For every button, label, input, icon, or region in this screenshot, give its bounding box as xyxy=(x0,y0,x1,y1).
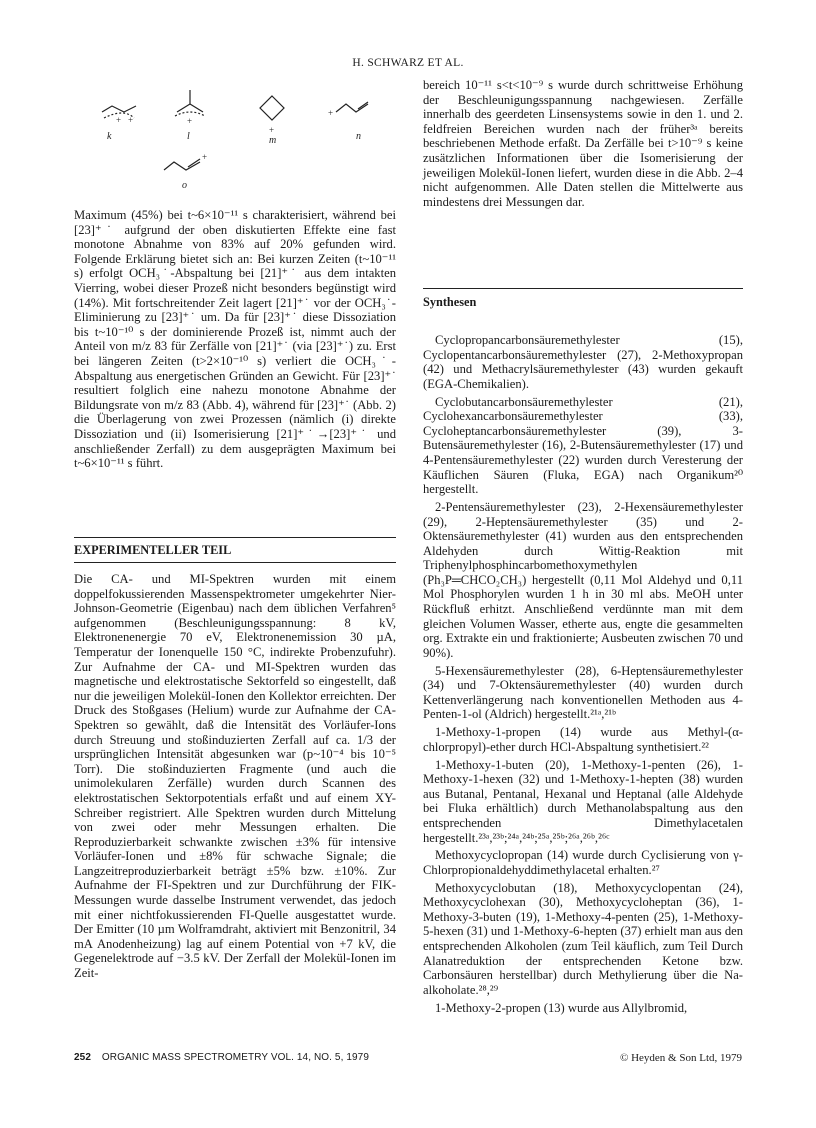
synthesis-paragraph: 1-Methoxy-1-propen (14) wurde aus Methyl-(α-chlorpropyl)-ether durch HCl-Abspaltung synthetisiert.²² xyxy=(423,725,743,754)
label-n: n xyxy=(356,131,361,142)
charge-m: + xyxy=(269,125,275,135)
structure-drawings xyxy=(74,82,396,197)
section-heading-synthesen: Synthesen xyxy=(423,295,477,309)
heading-rule xyxy=(74,537,396,558)
section-heading-experimental: EXPERIMENTELLER TEIL xyxy=(74,543,232,557)
synthesen-paragraphs xyxy=(423,333,743,1018)
synthesen-section xyxy=(423,288,743,313)
copyright-notice: © Heyden & Son Ltd, 1979 xyxy=(619,1052,742,1064)
left-column-methods xyxy=(74,572,396,984)
structure-figure xyxy=(74,82,396,197)
structure-m-ring xyxy=(260,96,284,120)
charge-o: + xyxy=(202,152,208,162)
page-number: 252 xyxy=(74,1052,91,1063)
charge-k-2: + xyxy=(128,115,134,125)
charge-n: + xyxy=(328,108,334,118)
experimental-section xyxy=(74,537,396,563)
structure-l-bond-right xyxy=(190,104,203,112)
left-column xyxy=(74,208,396,474)
label-k: k xyxy=(107,131,112,142)
charge-k-1: + xyxy=(116,115,122,125)
synthesis-paragraph: Methoxycyclopropan (14) wurde durch Cyclisierung von γ-Chlorpropionaldehyddimethylacetal erhalten.²⁷ xyxy=(423,848,743,877)
running-header: H. SCHWARZ ET AL. xyxy=(352,57,464,69)
synthesis-paragraph: 1-Methoxy-1-buten (20), 1-Methoxy-1-penten (26), 1-Methoxy-1-hexen (32) und 1-Methoxy-1-hepten (38) wurden aus Butanal, Pentanal, Hexanal und Heptanal (alle Aldehyde bei Fluka erhältlich) durch Methanolabspaltung aus den entsprechenden Dimethylacetalen hergestellt.²³ᵃ,²³ᵇ;²⁴ᵃ,²⁴ᵇ;²⁵ᵃ,²⁵ᵇ;²⁶ᵃ,²⁶ᵇ,²⁶ᶜ xyxy=(423,757,743,845)
label-l: l xyxy=(187,131,190,142)
synthesis-paragraph: Methoxycyclobutan (18), Methoxycyclopentan (24), Methoxycyclohexan (30), Methoxycycloheptan (36), 1-Methoxy-3-buten (19), 1-Methoxy-4-penten (25), 1-Methoxy-5-hexen (31) und 1-Methoxy-6-hepten (37) erhielt man aus den entsprechenden Alkoholen (zum Teil käuflich, zum Teil Durch Alanatreduktion der entsprechenden Ketone bzw. Carbonsäuren herstellbar) durch Methylierung über die Na-alkoholate.²⁸,²⁹ xyxy=(423,880,743,997)
journal-name: ORGANIC MASS SPECTROMETRY VOL. 14, NO. 5, 1979 xyxy=(101,1052,369,1063)
label-o: o xyxy=(182,180,187,191)
charge-l: + xyxy=(187,116,193,126)
right-column xyxy=(423,78,743,213)
footer-journal-line xyxy=(74,1052,369,1063)
heading-underline xyxy=(74,562,396,563)
synthesis-paragraph: 5-Hexensäuremethylester (28), 6-Heptensäuremethylester (34) und 7-Oktensäuremethylester (40) wurden durch Kettenverlängerung nach konventionellen Methoden aus 4-Penten-1-ol (Aldrich) hergestellt.²¹ᵃ,²¹ᵇ xyxy=(423,663,743,722)
left-paragraph-2: Die CA- und MI-Spektren wurden mit einem doppelfokussierenden Massenspektrometer umgekehrter Nier-Johnson-Geometrie (Eigenbau) nach dem üblichen Verfahren⁵ aufgenommen (Beschleunigungsspannung: 8 kV, Elektronenenergie 70 eV, Elektronenemission 30 µA, Temperatur der Ionenquelle 150 °C, indirekte Probenzufuhr). Zur Aufnahme der CA- und MI-Spektren wurden das magnetische und elektrostatische Sektorfeld so eingestellt, daß nur die jeweiligen Molekül-Ionen den Kollektor erreichten. Der Druck des Stoßgases (Helium) wurde zur Aufnahme der CA-Spektren so gewählt, daß die Intensität des Vorläufer-Ions durch Streuung und stoßinduzierten Zerfall auf ca. 1/3 der ursprünglichen Intensität abgesunken war (p~10⁻⁴ bis 10⁻⁵ Torr). Die stoßinduzierten Fragmente (und auch die unimolekularen Zerfälle) wurden durch Scannen des elektrostatischen Sektorpotentials erfaßt und auf einem XY-Schreiber registriert. Alle Spektren wurden durch Mittelung von zwei oder mehr Messungen erhalten. Die Reproduzierbarkeit schwankte zwischen ±3% für intensive Vorläufer-Ionen und ±8% für schwache Signale; die Langzeitreproduzierbarkeit beträgt ±5% bzw. ±10%. Zur Aufnahme der FI-Spektren und zur Durchführung der FIK-Messungen wurde dasselbe Instrument verwendet, das jedoch mit einer nichtfokussierenden FI-Quelle ausgestattet wurde. Der Emitter (10 µm Wolframdraht, aktiviert mit Benzonitril, 34 mA Anodenheizung) lag auf einem Potential von +7 kV, die Gegenelektrode auf −3.5 kV. Der Zerfall der Molekül-Ionen im Zeit- xyxy=(74,572,396,981)
left-paragraph-1: Maximum (45%) bei t~6×10⁻¹¹ s charakterisiert, während bei [23]⁺˙ aufgrund der oben diskutierten Effekte eine fast monotone Abnahme von 83% auf 20% gefunden wird. Folgende Erklärung bietet sich an: Bei kurzen Zeiten (t~10⁻¹¹ s) erfolgt OCH₃˙-Abspaltung bei [21]⁺˙ aus dem intakten Vierring, wobei dieser Prozeß nicht besonders begünstigt wird (14%). Mit fortschreitender Zeit lagert [21]⁺˙ vor der OCH₃˙-Eliminierung zu [23]⁺˙ um. Da für [23]⁺˙ diese Dissoziation bis t~10⁻¹⁰ s der dominierende Prozeß ist, nimmt auch der Anteil von m/z 83 für Zerfälle von [21]⁺˙ (via [23]⁺˙) zu. Erst bei längeren Zeiten (t>2×10⁻¹⁰ s) verliert die OCH₃˙-Abspaltung aus energetischen Gründen an Gewicht. Für [23]⁺˙ resultiert folglich eine nahezu monotone Abnahme der Bildungsrate von m/z 83 (Abb. 4), während für [23]⁺˙ (Abb. 2) die Überlagerung von zwei Prozessen (nämlich (i) direkte Dissoziation und (ii) Isomerisierung [21]⁺˙→[23]⁺˙ und anschließender Zerfall) zu dem ausgeprägten Maximum bei t~6×10⁻¹¹ s führt. xyxy=(74,208,396,471)
synthesis-paragraph: 2-Pentensäuremethylester (23), 2-Hexensäuremethylester (29), 2-Heptensäuremethylester (35) und 2-Oktensäuremethylester (41) wurden aus den entsprechenden Aldehyden durch Wittig-Reaktion mit Triphenylphosphincarbomethoxymethylen (Ph₃P═CHCO₂CH₃) hergestellt (0,11 Mol Aldehyd und 0,11 Mol Phosphorylen wurden 1 h in 30 ml abs. MeOH unter Rückfluß erhitzt. Anschließend verdünnte man mit dem gleichen Volumen Wasser, etherte aus, engte die gesammelten org. Extrakte ein und fraktionierte; Ausbeuten zwischen 70 und 90%). xyxy=(423,499,743,660)
structure-l-bond-left xyxy=(177,104,190,112)
structure-k-skeleton xyxy=(102,106,136,112)
synthesis-paragraph: Cyclopropancarbonsäuremethylester (15), Cyclopentancarbonsäuremethylester (27), 2-Methoxypropan (42) und Methacrylsäuremethylester (43) wurden gekauft (EGA-Chemikalien). xyxy=(423,333,743,391)
label-m: m xyxy=(269,135,277,146)
synthesis-paragraph: 1-Methoxy-2-propen (13) wurde aus Allylbromid, xyxy=(435,1000,688,1015)
synthesis-paragraph: Cyclobutancarbonsäuremethylester (21), Cyclohexancarbonsäuremethylester (33), Cycloheptancarbonsäuremethylester (39), 3-Butensäuremethylester (16), 2-Butensäuremethylester (17) und 4-Pentensäuremethylester (22) wurden durch Veresterung der Käuflichen Säuren (Fluka, EGA) nach Organikum²⁰ hergestellt. xyxy=(423,394,743,497)
right-paragraph-1: bereich 10⁻¹¹ s<t<10⁻⁹ s wurde durch schrittweise Erhöhung der Beschleunigungsspannung nachgewiesen. Zerfälle innerhalb des geerdeten Linsensystems sowie in den 1. und 2. feldfreien Bereichen wurden nach der früher³ᵃ bereits beschriebenen Methode erfaßt. Da Zerfälle bei t>10⁻⁹ s keine zusätzlichen Informationen über die Isomerisierung der jeweiligen Molekül-Ionen liefert, wurden diese in die Abb. 2–4 nicht aufgenommen. Alle Daten stellen die Mittelwerte aus mindestens drei Messungen dar. xyxy=(423,78,743,209)
synthesen-rule xyxy=(423,288,743,289)
